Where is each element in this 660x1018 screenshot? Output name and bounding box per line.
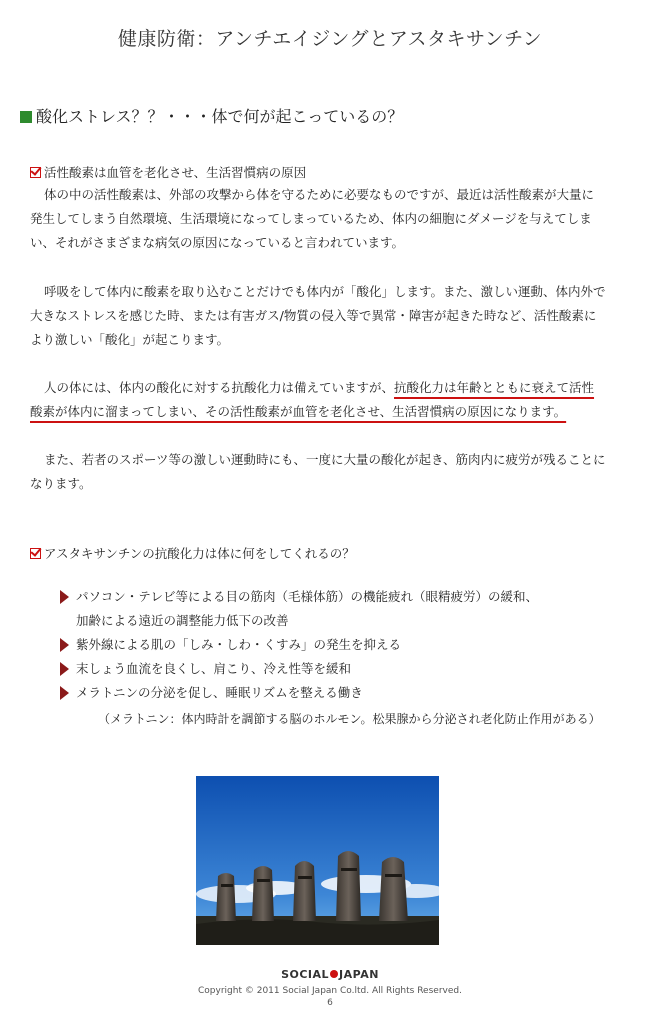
logo-text-right: JAPAN — [339, 968, 379, 981]
block1-paragraph-3 — [30, 376, 606, 424]
block1-paragraph-1-text: 体の中の活性酸素は、外部の攻撃から体を守るために必要なものですが、最近は活性酸素が大量に発生してしまう自然環境、生活環境になってしまっているため、体内の細胞にダメージを与えてしまい、それがさまざまな病気の原因になっていると言われています。 — [30, 187, 595, 250]
benefit-item-continuation — [60, 609, 620, 633]
block1-paragraph-2 — [30, 280, 606, 352]
benefit-item-text: 末しょう血流を良くし、肩こり、冷え性等を緩和 — [76, 661, 352, 676]
check-box-icon — [30, 548, 41, 559]
block1-heading — [30, 163, 306, 181]
block1-paragraph-2-text: 呼吸をして体内に酸素を取り込むことだけでも体内が「酸化」します。また、激しい運動、体内外で大きなストレスを感じた時、または有害ガス/物質の侵入等で異常・障害が起きた時など、活性酸素により激しい「酸化」が起こります。 — [30, 284, 606, 347]
section-heading-text: 酸化ストレス？？・・・体で何が起こっているの？ — [36, 107, 404, 126]
copyright: Copyright © 2011 Social Japan Co.ltd. All Rights Reserved. — [198, 986, 462, 996]
block1-heading-text: 活性酸素は血管を老化させ、生活習慣病の原因 — [44, 165, 307, 180]
block1-paragraph-3-text: 人の体には、体内の酸化に対する抗酸化力は備えていますが、 — [44, 380, 395, 395]
green-square-icon — [20, 111, 32, 123]
triangle-bullet-icon — [60, 662, 69, 676]
block1-paragraph-3-underlined: 抗酸化力は年齢とともに衰えて活性酸素が体内に溜まってしまい、その活性酸素が血管を老化させ、生活習慣病の原因になります。 — [30, 380, 595, 419]
benefit-item — [60, 633, 620, 657]
logo-text-left: SOCIAL — [281, 968, 330, 981]
moai-photo — [196, 776, 439, 945]
benefit-item-text: 紫外線による肌の「しみ・しわ・くすみ」の発生を抑える — [76, 637, 402, 652]
melatonin-note: （メラトニン：体内時計を調節する脳のホルモン。松果腺から分泌され老化防止作用がある） — [98, 712, 601, 726]
company-logo — [0, 968, 660, 981]
triangle-bullet-icon — [60, 686, 69, 700]
benefit-item — [60, 681, 620, 705]
block1-paragraph-4-text: また、若者のスポーツ等の激しい運動時にも、一度に大量の酸化が起き、筋肉内に疲労が残ることになります。 — [30, 452, 606, 491]
benefit-item-text: 加齢による遠近の調整能力低下の改善 — [76, 613, 289, 628]
benefit-item-text: メラトニンの分泌を促し、睡眠リズムを整える働き — [76, 685, 363, 700]
page-number: 6 — [327, 998, 333, 1008]
page-title: 健康防衛：アンチエイジングとアスタキサンチン — [117, 28, 543, 50]
benefit-item — [60, 585, 620, 609]
benefit-item — [60, 657, 620, 681]
block2-heading-text: アスタキサンチンの抗酸化力は体に何をしてくれるの？ — [44, 546, 355, 561]
triangle-bullet-icon — [60, 590, 69, 604]
triangle-bullet-icon — [60, 638, 69, 652]
block2-heading — [30, 544, 355, 562]
block1-paragraph-1 — [30, 183, 606, 255]
benefit-list — [60, 585, 620, 705]
benefit-item-text: パソコン・テレビ等による目の筋肉（毛様体筋）の機能疲れ（眼精疲労）の緩和、 — [76, 589, 539, 604]
logo-dot-icon — [330, 970, 338, 978]
block1-paragraph-4 — [30, 448, 606, 496]
check-box-icon — [30, 167, 41, 178]
section-heading — [20, 104, 403, 127]
